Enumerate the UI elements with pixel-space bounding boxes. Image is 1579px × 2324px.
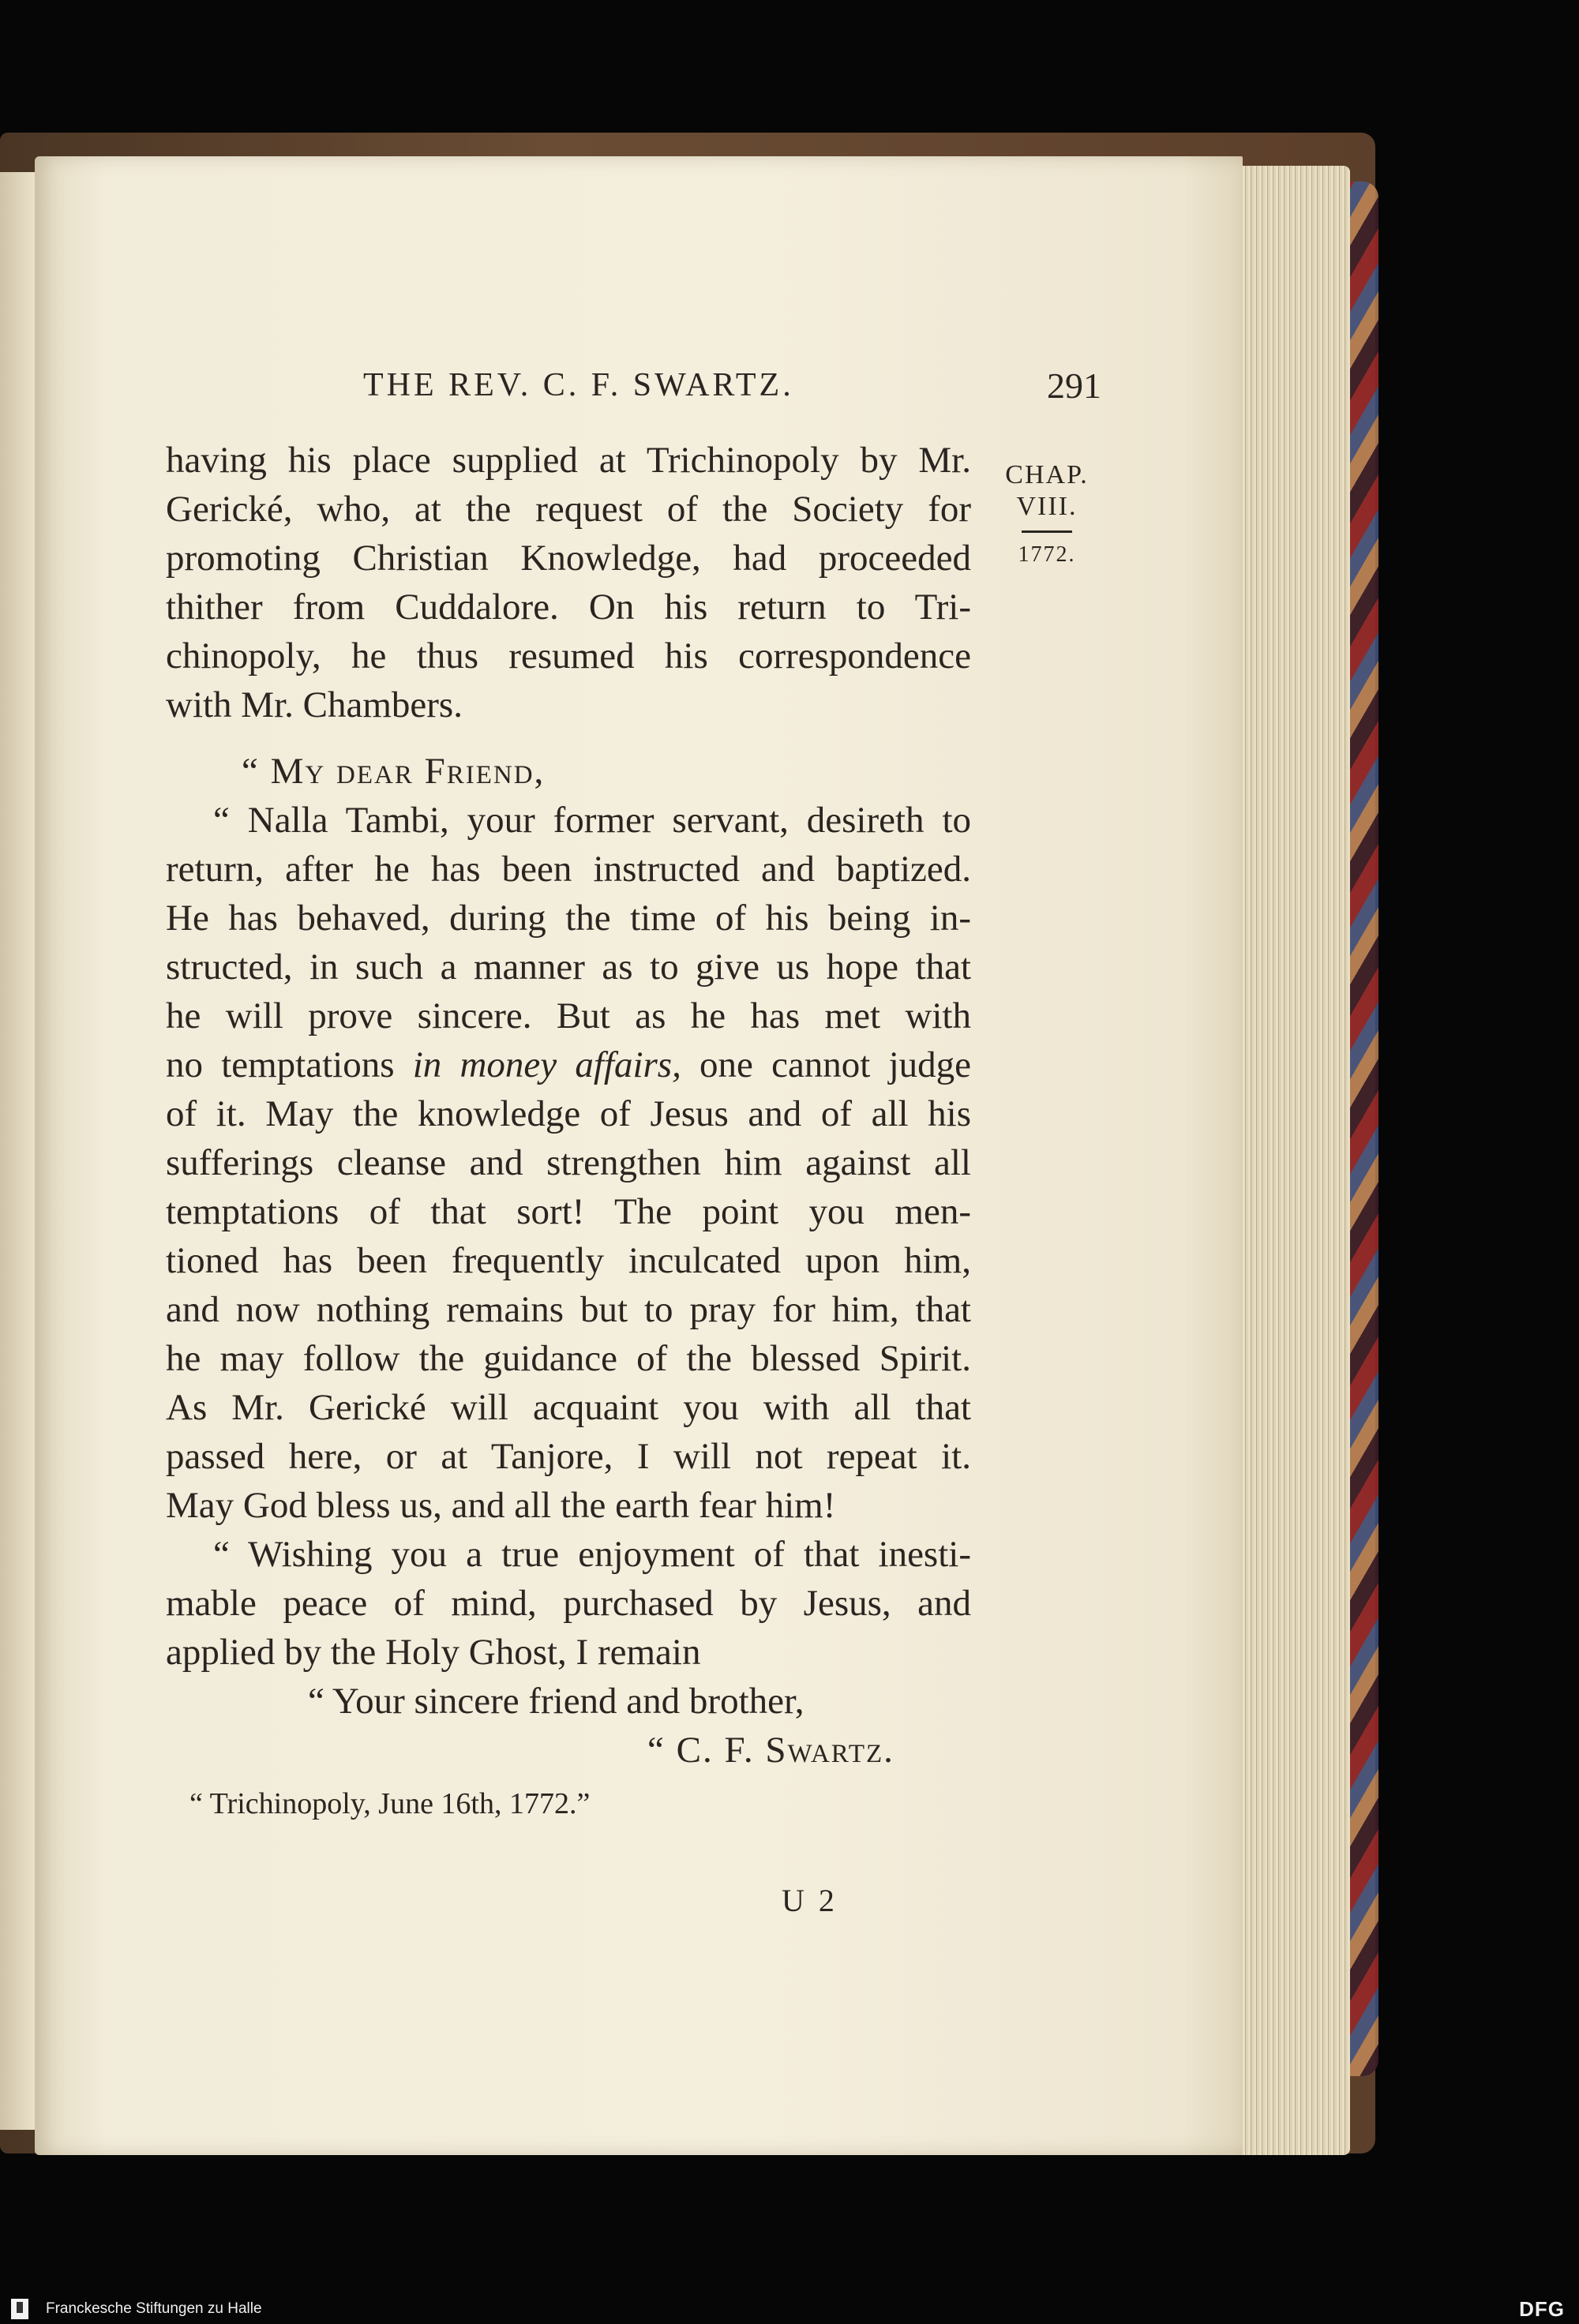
text-line: thither from Cuddalore. On his return to Tri- — [166, 587, 971, 628]
margin-rule — [1022, 530, 1072, 533]
margin-note — [1000, 459, 1094, 568]
letter-closing: “ Your sincere friend and brother, — [308, 1681, 805, 1722]
page-block-edges — [1232, 166, 1350, 2155]
page-number: 291 — [1047, 365, 1101, 406]
text-line: return, after he has been instructed and baptized. — [166, 849, 971, 890]
text-fragment: no temptations — [166, 1044, 413, 1085]
dfg-logo: DFG — [1519, 2297, 1565, 2321]
institution-logo-icon — [11, 2299, 28, 2319]
text-fragment: one cannot judge — [681, 1044, 971, 1085]
text-line: promoting Christian Knowledge, had proceeded — [166, 538, 971, 579]
text-line: Gerické, who, at the request of the Society for — [166, 489, 971, 530]
text-line: having his place supplied at Trichinopoly by Mr. — [166, 440, 971, 481]
letter-dateline: “ Trichinopoly, June 16th, 1772.” — [189, 1787, 591, 1820]
text-line: applied by the Holy Ghost, I remain — [166, 1632, 701, 1673]
institution-label: Franckesche Stiftungen zu Halle — [46, 2300, 262, 2317]
text-line: with Mr. Chambers. — [166, 684, 463, 725]
text-line: May God bless us, and all the earth fear him! — [166, 1485, 836, 1526]
salutation-quote: “ — [242, 751, 271, 792]
text-line: tioned has been frequently inculcated upon him, — [166, 1240, 971, 1281]
body-text — [166, 436, 971, 1824]
running-head: THE REV. C. F. SWARTZ. — [363, 367, 794, 403]
letter-salutation — [166, 747, 971, 796]
text-line: “ Nalla Tambi, your former servant, desireth to — [213, 800, 971, 841]
text-line: As Mr. Gerické will acquaint you with all that — [166, 1387, 971, 1428]
text-line: sufferings cleanse and strengthen him against all — [166, 1142, 971, 1183]
margin-chap: CHAP. — [1005, 460, 1089, 489]
printer-signature-mark: U 2 — [782, 1883, 838, 1918]
text-line: “ Wishing you a true enjoyment of that inesti- — [213, 1534, 971, 1575]
left-page-edge — [0, 172, 36, 2130]
text-line: and now nothing remains but to pray for him, that — [166, 1289, 971, 1330]
viewer-footer — [0, 2292, 1579, 2324]
text-line-with-italic — [166, 1040, 971, 1089]
signature-name: Swartz. — [765, 1730, 895, 1771]
salutation-text: My dear Friend, — [270, 751, 546, 792]
text-line: chinopoly, he thus resumed his correspondence — [166, 635, 971, 677]
text-line: he may follow the guidance of the blessed Spirit. — [166, 1338, 971, 1379]
signature-prefix: “ C. F. — [647, 1730, 766, 1771]
margin-chapter-number: VIII. — [1016, 492, 1078, 521]
letter-signature — [166, 1726, 971, 1775]
text-line: temptations of that sort! The point you men- — [166, 1191, 971, 1232]
italic-phrase: in money affairs, — [412, 1044, 681, 1085]
text-line: he will prove sincere. But as he has met with — [166, 995, 971, 1036]
text-line: passed here, or at Tanjore, I will not repeat it. — [166, 1436, 971, 1477]
text-line: mable peace of mind, purchased by Jesus, and — [166, 1583, 971, 1624]
text-line: He has behaved, during the time of his being in- — [166, 898, 971, 939]
margin-year: 1772. — [1018, 542, 1076, 567]
text-line: of it. May the knowledge of Jesus and of all his — [166, 1093, 971, 1134]
text-line: structed, in such a manner as to give us hope that — [166, 946, 971, 988]
